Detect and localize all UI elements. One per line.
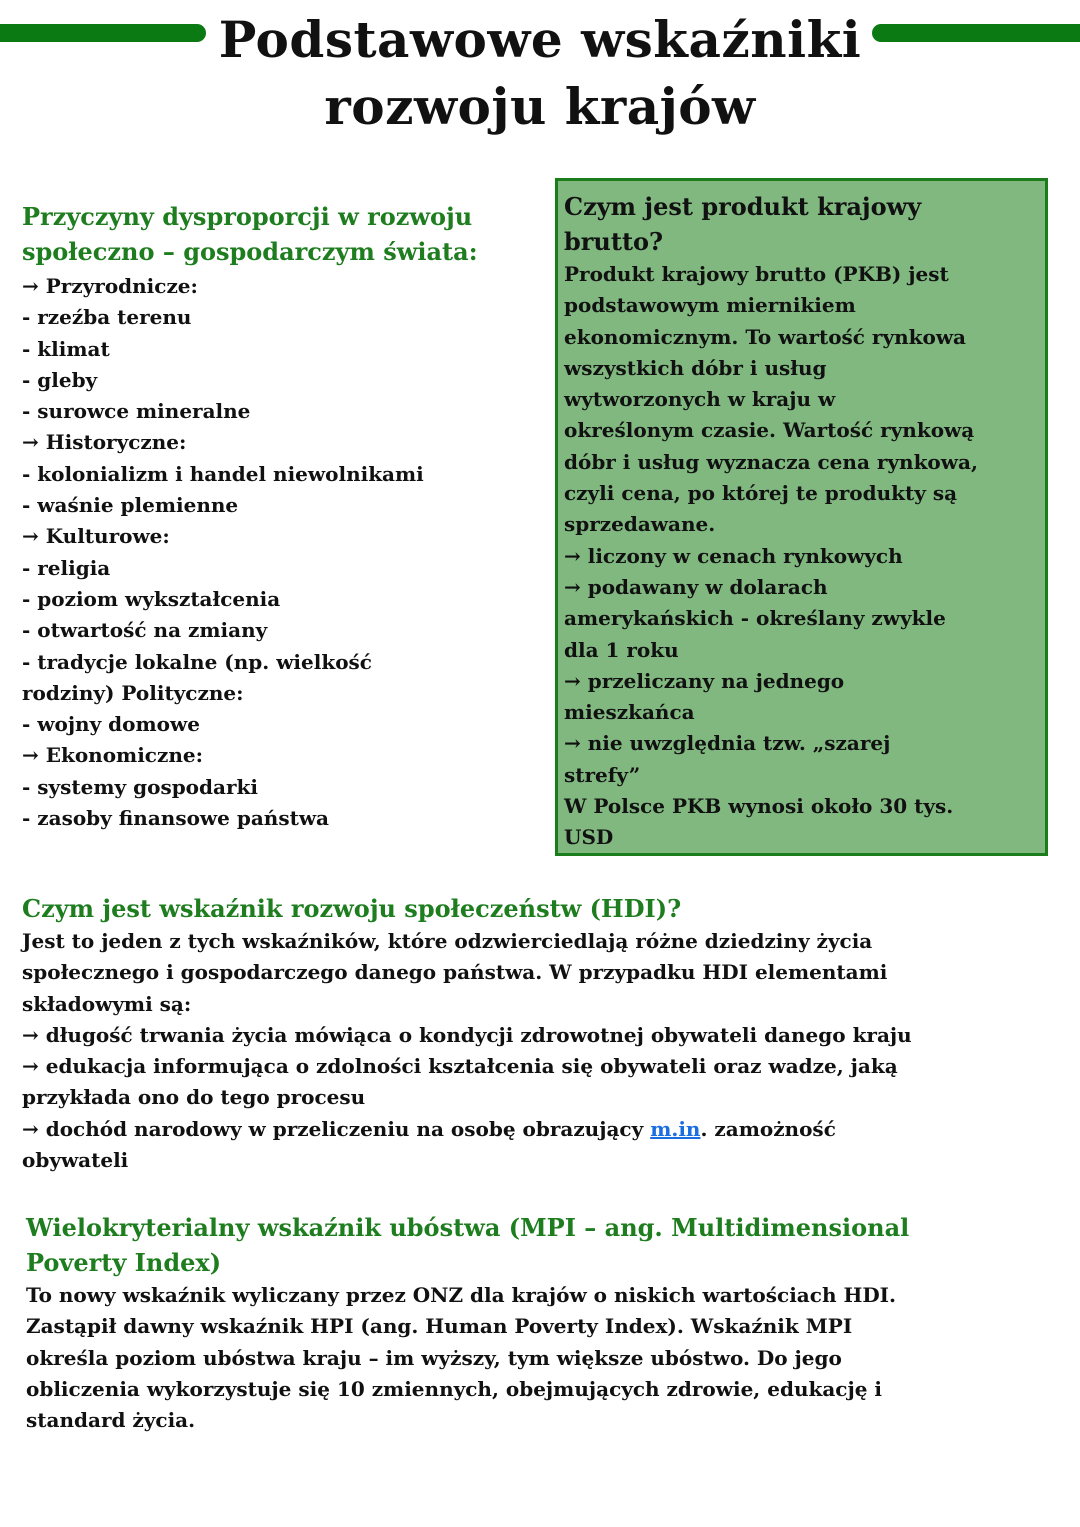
text-line: społeczno – gospodarczym świata: — [22, 237, 478, 266]
text-line: → edukacja informująca o zdolności kształcenia się obywateli oraz wadze, jaką — [22, 1054, 898, 1079]
hdi-section — [22, 891, 912, 1176]
hdi-income-text: → dochód narodowy w przeliczeniu na osobę obrazujący — [22, 1116, 651, 1141]
text-line: amerykańskich - określany zwykle — [564, 606, 946, 631]
text-line: przykłada ono do tego procesu — [22, 1085, 366, 1110]
text-line: - gleby — [22, 367, 98, 392]
text-line: - wojny domowe — [22, 712, 200, 737]
text-line: → Przyrodnicze: — [22, 274, 198, 298]
mpi-heading — [26, 1210, 909, 1280]
text-line: obliczenia wykorzystuje się 10 zmiennych, obejmujących zdrowie, edukację i — [26, 1376, 882, 1401]
text-line: brutto? — [564, 227, 664, 256]
page-title-line-1: Podstawowe wskaźniki — [218, 10, 862, 69]
text-line: → przeliczany na jednego — [564, 668, 845, 693]
hdi-heading — [22, 891, 912, 926]
text-line: W Polsce PKB wynosi około 30 tys. — [564, 794, 954, 819]
text-line: - waśnie plemienne — [22, 493, 239, 518]
text-line: - klimat — [22, 336, 110, 361]
text-line: Czym jest wskaźnik rozwoju społeczeństw (HDI)? — [22, 894, 682, 923]
text-line: - zasoby finansowe państwa — [22, 806, 329, 831]
text-line: → Historyczne: — [22, 430, 187, 455]
text-line: - poziom wykształcenia — [22, 586, 281, 611]
text-line: określonym czasie. Wartość rynkową — [564, 418, 975, 443]
text-line: → Ekonomiczne: — [22, 743, 203, 768]
pkb-text — [558, 259, 1045, 854]
text-line: strefy” — [564, 762, 641, 787]
text-line: Czym jest produkt krajowy — [564, 192, 922, 221]
text-line: → nie uwzględnia tzw. „szarej — [564, 731, 891, 756]
text-line: Jest to jeden z tych wskaźników, które odzwierciedlają różne dziedziny życia — [22, 929, 873, 953]
text-line: wytworzonych w kraju w — [564, 387, 836, 412]
text-line: dóbr i usług wyznacza cena rynkowa, — [564, 449, 978, 474]
pkb-heading — [558, 181, 1045, 259]
text-line: → podawany w dolarach — [564, 574, 828, 599]
text-line: USD — [564, 825, 614, 850]
text-line: składowymi są: — [22, 991, 192, 1016]
text-line: sprzedawane. — [564, 512, 716, 537]
text-line: Zastąpił dawny wskaźnik HPI (ang. Human Poverty Index). Wskaźnik MPI — [26, 1314, 853, 1339]
text-line: wszystkich dóbr i usług — [564, 355, 827, 380]
causes-heading — [22, 199, 478, 269]
text-line: rodziny) Polityczne: — [22, 680, 244, 705]
text-line: Produkt krajowy brutto (PKB) jest — [564, 262, 949, 286]
text-line: podstawowym miernikiem — [564, 293, 856, 318]
text-line: → długość trwania życia mówiąca o kondycji zdrowotnej obywateli danego kraju — [22, 1022, 912, 1047]
text-line: mieszkańca — [564, 700, 695, 725]
text-line: - surowce mineralne — [22, 399, 251, 424]
m-in-link[interactable]: m.in — [650, 1116, 701, 1141]
mpi-section — [26, 1210, 909, 1436]
hdi-last-line: obywateli — [22, 1148, 129, 1173]
text-line: standard życia. — [26, 1408, 196, 1433]
text-line: → liczony w cenach rynkowych — [564, 543, 903, 568]
text-line: → Kulturowe: — [22, 524, 170, 549]
text-line: - rzeźba terenu — [22, 305, 192, 330]
text-line: ekonomicznym. To wartość rynkowa — [564, 324, 967, 349]
text-line: Poverty Index) — [26, 1248, 222, 1277]
causes-list — [22, 271, 478, 834]
text-line: - religia — [22, 555, 111, 580]
text-line: Wielokryterialny wskaźnik ubóstwa (MPI – ang. Multidimensional — [26, 1213, 910, 1242]
text-line: - kolonializm i handel niewolnikami — [22, 461, 424, 486]
text-line: społecznego i gospodarczego danego państwa. W przypadku HDI elementami — [22, 960, 888, 985]
text-line: dla 1 roku — [564, 637, 679, 662]
text-line: To nowy wskaźnik wyliczany przez ONZ dla krajów o niskich wartościach HDI. — [26, 1283, 896, 1307]
hdi-lines — [22, 926, 912, 1114]
text-line: Przyczyny dysproporcji w rozwoju — [22, 202, 473, 231]
hdi-income-text-end: . zamożność — [700, 1116, 836, 1141]
text-line: określa poziom ubóstwa kraju – im wyższy, tym większe ubóstwo. Do jego — [26, 1345, 842, 1370]
causes-section — [22, 199, 478, 834]
text-line: - systemy gospodarki — [22, 774, 258, 799]
text-line: - tradycje lokalne (np. wielkość — [22, 649, 372, 674]
pkb-box — [555, 178, 1048, 856]
text-line: czyli cena, po której te produkty są — [564, 481, 958, 506]
hdi-income-line — [22, 1114, 912, 1145]
hdi-text — [22, 926, 912, 1176]
page-title-line-2: rozwoju krajów — [324, 77, 756, 136]
mpi-text — [26, 1280, 909, 1436]
text-line: - otwartość na zmiany — [22, 618, 268, 643]
